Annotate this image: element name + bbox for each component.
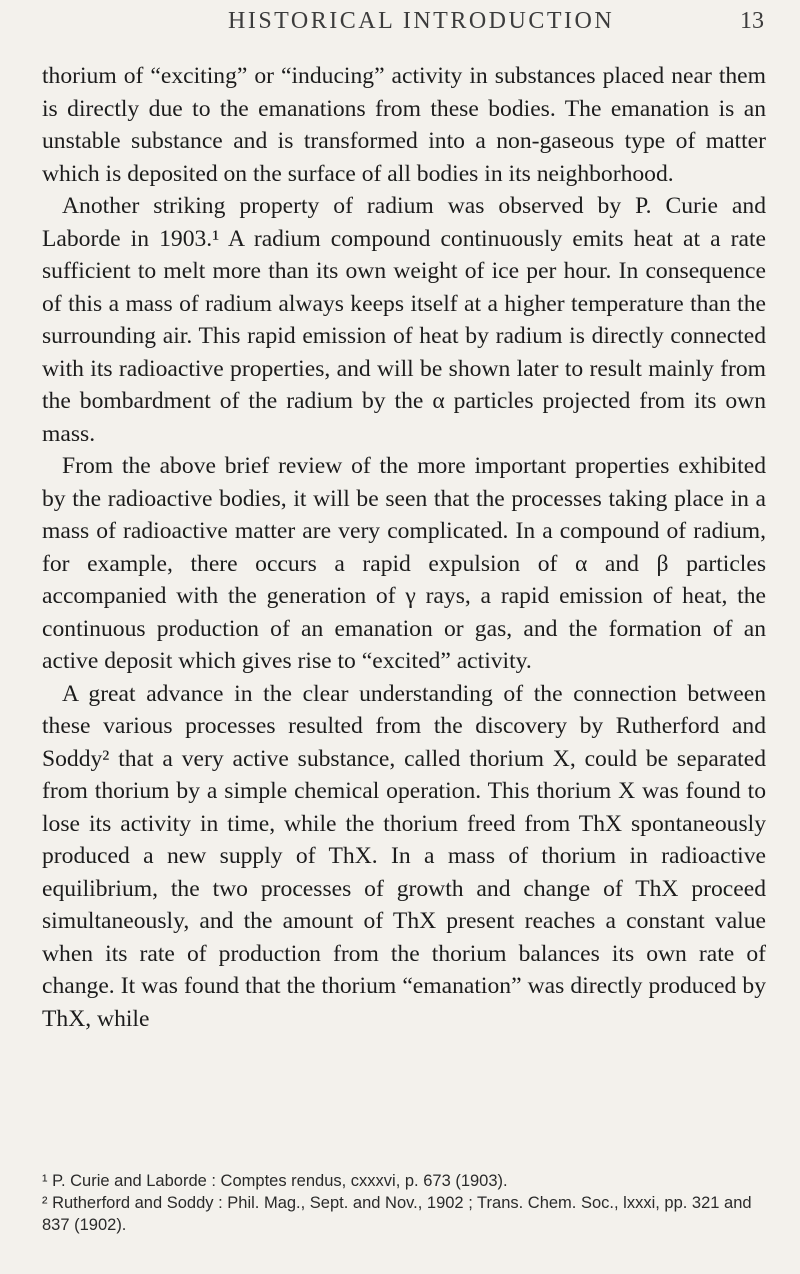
footnote-2: ² Rutherford and Soddy : Phil. Mag., Sept. and Nov., 1902 ; Trans. Chem. Soc., lxxxi, pp. 321 and 837 (1902). [42,1194,752,1234]
page-header [228,8,764,44]
paragraph-3: From the above brief review of the more important properties exhibited by the radioactive bodies, it will be seen that the processes taking place in a mass of radioactive matter are very complicated. In a compound of radium, for example, there occurs a rapid expulsion of α and β particles accompanied with the generation of γ rays, a rapid emission of heat, the continuous production of an emanation or gas, and the formation of an active deposit which gives rise to “excited” activity. [42,453,766,674]
paragraph-4: A great advance in the clear understanding of the connection between these various processes resulted from the discovery by Rutherford and Soddy² that a very active substance, called thorium X, could be separated from thorium by a simple chemical operation. This thorium X was found to lose its activity in time, while the thorium freed from ThX spontaneously produced a new supply of ThX. In a mass of thorium in radioactive equilibrium, the two processes of growth and change of ThX proceed simultaneously, and the amount of ThX present reaches a constant value when its rate of production from the thorium balances its own rate of change. It was found that the thorium “emanation” was directly produced by ThX, while [42,680,766,1032]
paragraph-2: Another striking property of radium was observed by P. Curie and Laborde in 1903.¹ A radium compound continuously emits heat at a rate sufficient to melt more than its own weight of ice per hour. In consequence of this a mass of radium always keeps itself at a higher temperature than the surrounding air. This rapid emission of heat by radium is directly connected with its radioactive properties, and will be shown later to result mainly from the bombardment of the radium by the α particles projected from its own mass. [42,193,766,447]
paragraph-1: thorium of “exciting” or “inducing” activity in substances placed near them is directly due to the emanations from these bodies. The emanation is an unstable substance and is transformed into a non-gaseous type of matter which is deposited on the surface of all bodies in its neighborhood. [42,63,766,187]
page-number: 13 [740,8,764,34]
body-text [42,60,766,1035]
footnotes [42,1170,766,1236]
footnote-1: ¹ P. Curie and Laborde : Comptes rendus, cxxxvi, p. 673 (1903). [42,1172,508,1190]
running-title: HISTORICAL INTRODUCTION [228,8,615,34]
